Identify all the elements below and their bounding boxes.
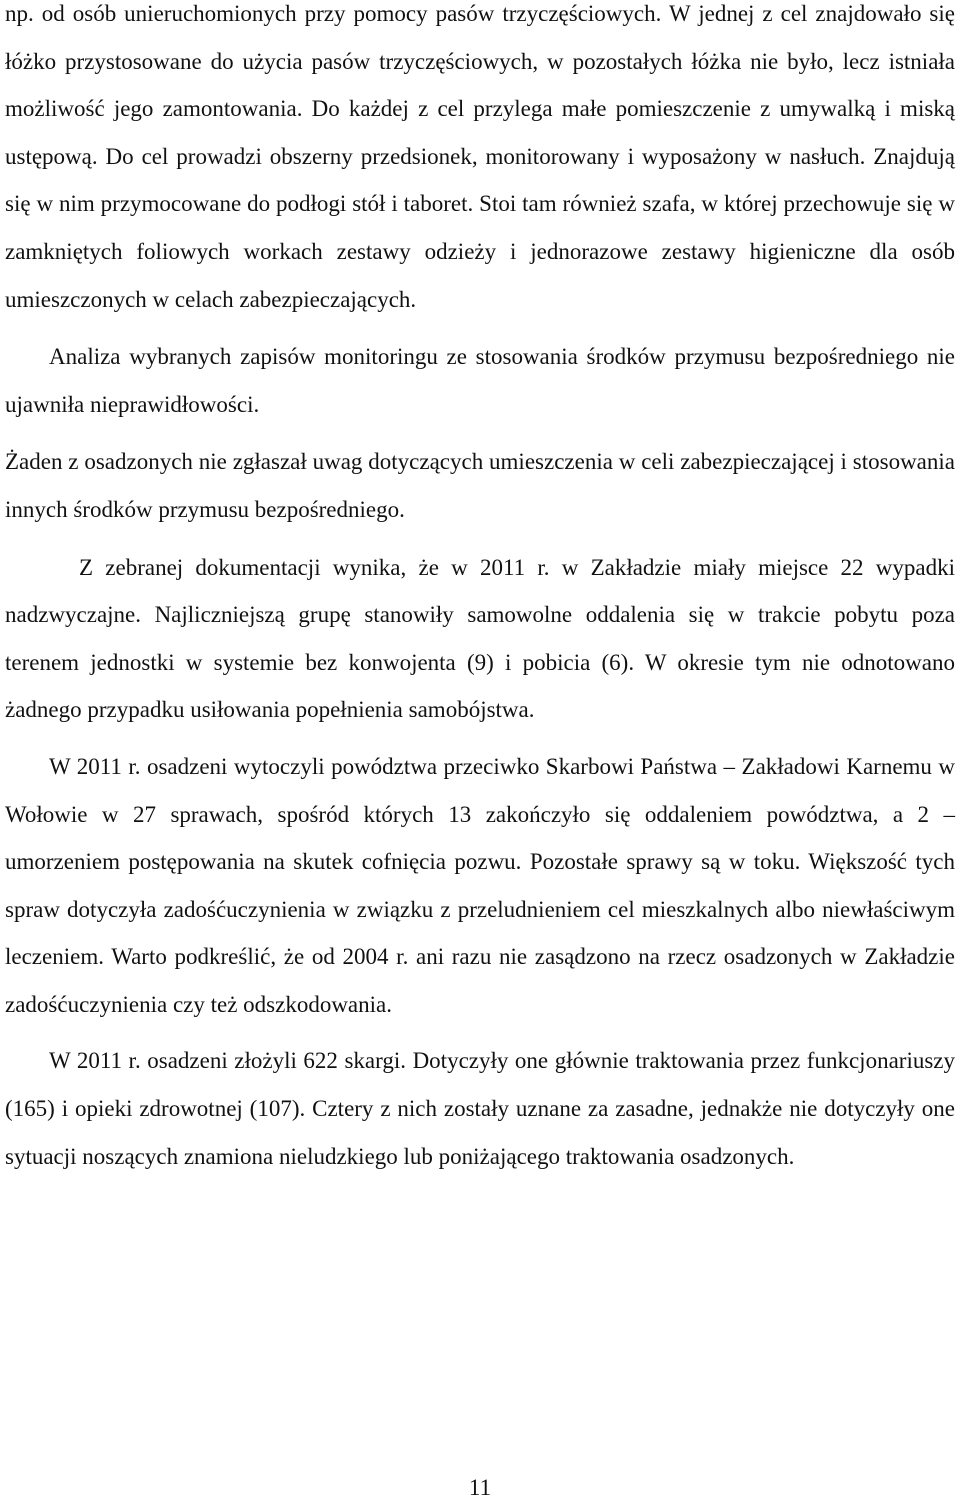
- paragraph-lawsuits: W 2011 r. osadzeni wytoczyli powództwa przeciwko Skarbowi Państwa – Zakładowi Karnemu w Wołowie w 27 sprawach, spośród których 13 zakończyło się oddaleniem powództwa, a 2 – umorzeniem postępowania na skutek cofnięcia pozwu. Pozostałe sprawy są w toku. Większość tych spraw dotyczyła zadośćuczynienia w związku z przeludnieniem cel mieszkalnych albo niewłaściwym leczeniem. Warto podkreślić, że od 2004 r. ani razu nie zasądzono na rzecz osadzonych w Zakładzie zadośćuczynienia czy też odszkodowania.: [5, 753, 955, 1017]
- paragraph-safety-cells-description: np. od osób unieruchomionych przy pomocy pasów trzyczęściowych. W jednej z cel znajdowało się łóżko przystosowane do użycia pasów trzyczęściowych, w pozostałych łóżka nie było, lecz istniała możliwość jego zamontowania. Do każdej z cel przylega małe pomieszczenie z umywalką i miską ustępową. Do cel prowadzi obszerny przedsionek, monitorowany i wyposażony w nasłuch. Znajdują się w nim przymocowane do podłogi stół i taboret. Stoi tam również szafa, w której przechowuje się w zamkniętych foliowych workach zestawy odzieży i jednorazowe zestawy higieniczne dla osób umieszczonych w celach zabezpieczających.: [5, 1, 955, 312]
- paragraph-monitoring-analysis: Analiza wybranych zapisów monitoringu ze stosowania środków przymusu bezpośredniego nie ujawniła nieprawidłowości.: [5, 344, 955, 417]
- page-number: 11: [468, 1475, 492, 1500]
- document-body: [5, 0, 955, 1180]
- paragraph-complaints: W 2011 r. osadzeni złożyli 622 skargi. Dotyczyły one głównie traktowania przez funkcjonariuszy (165) i opieki zdrowotnej (107). Cztery z nich zostały uznane za zasadne, jednakże nie dotyczyły one sytuacji noszących znamiona nieludzkiego lub poniżającego traktowania osadzonych.: [5, 1048, 955, 1169]
- paragraph-no-complaints: Żaden z osadzonych nie zgłaszał uwag dotyczących umieszczenia w celi zabezpieczającej i stosowania innych środków przymusu bezpośredniego.: [5, 449, 955, 522]
- paragraph-extraordinary-incidents: Z zebranej dokumentacji wynika, że w 2011 r. w Zakładzie miały miejsce 22 wypadki nadzwyczajne. Najliczniejszą grupę stanowiły samowolne oddalenia się w trakcie pobytu poza terenem jednostki w systemie bez konwojenta (9) i pobicia (6). W okresie tym nie odnotowano żadnego przypadku usiłowania popełnienia samobójstwa.: [5, 554, 955, 723]
